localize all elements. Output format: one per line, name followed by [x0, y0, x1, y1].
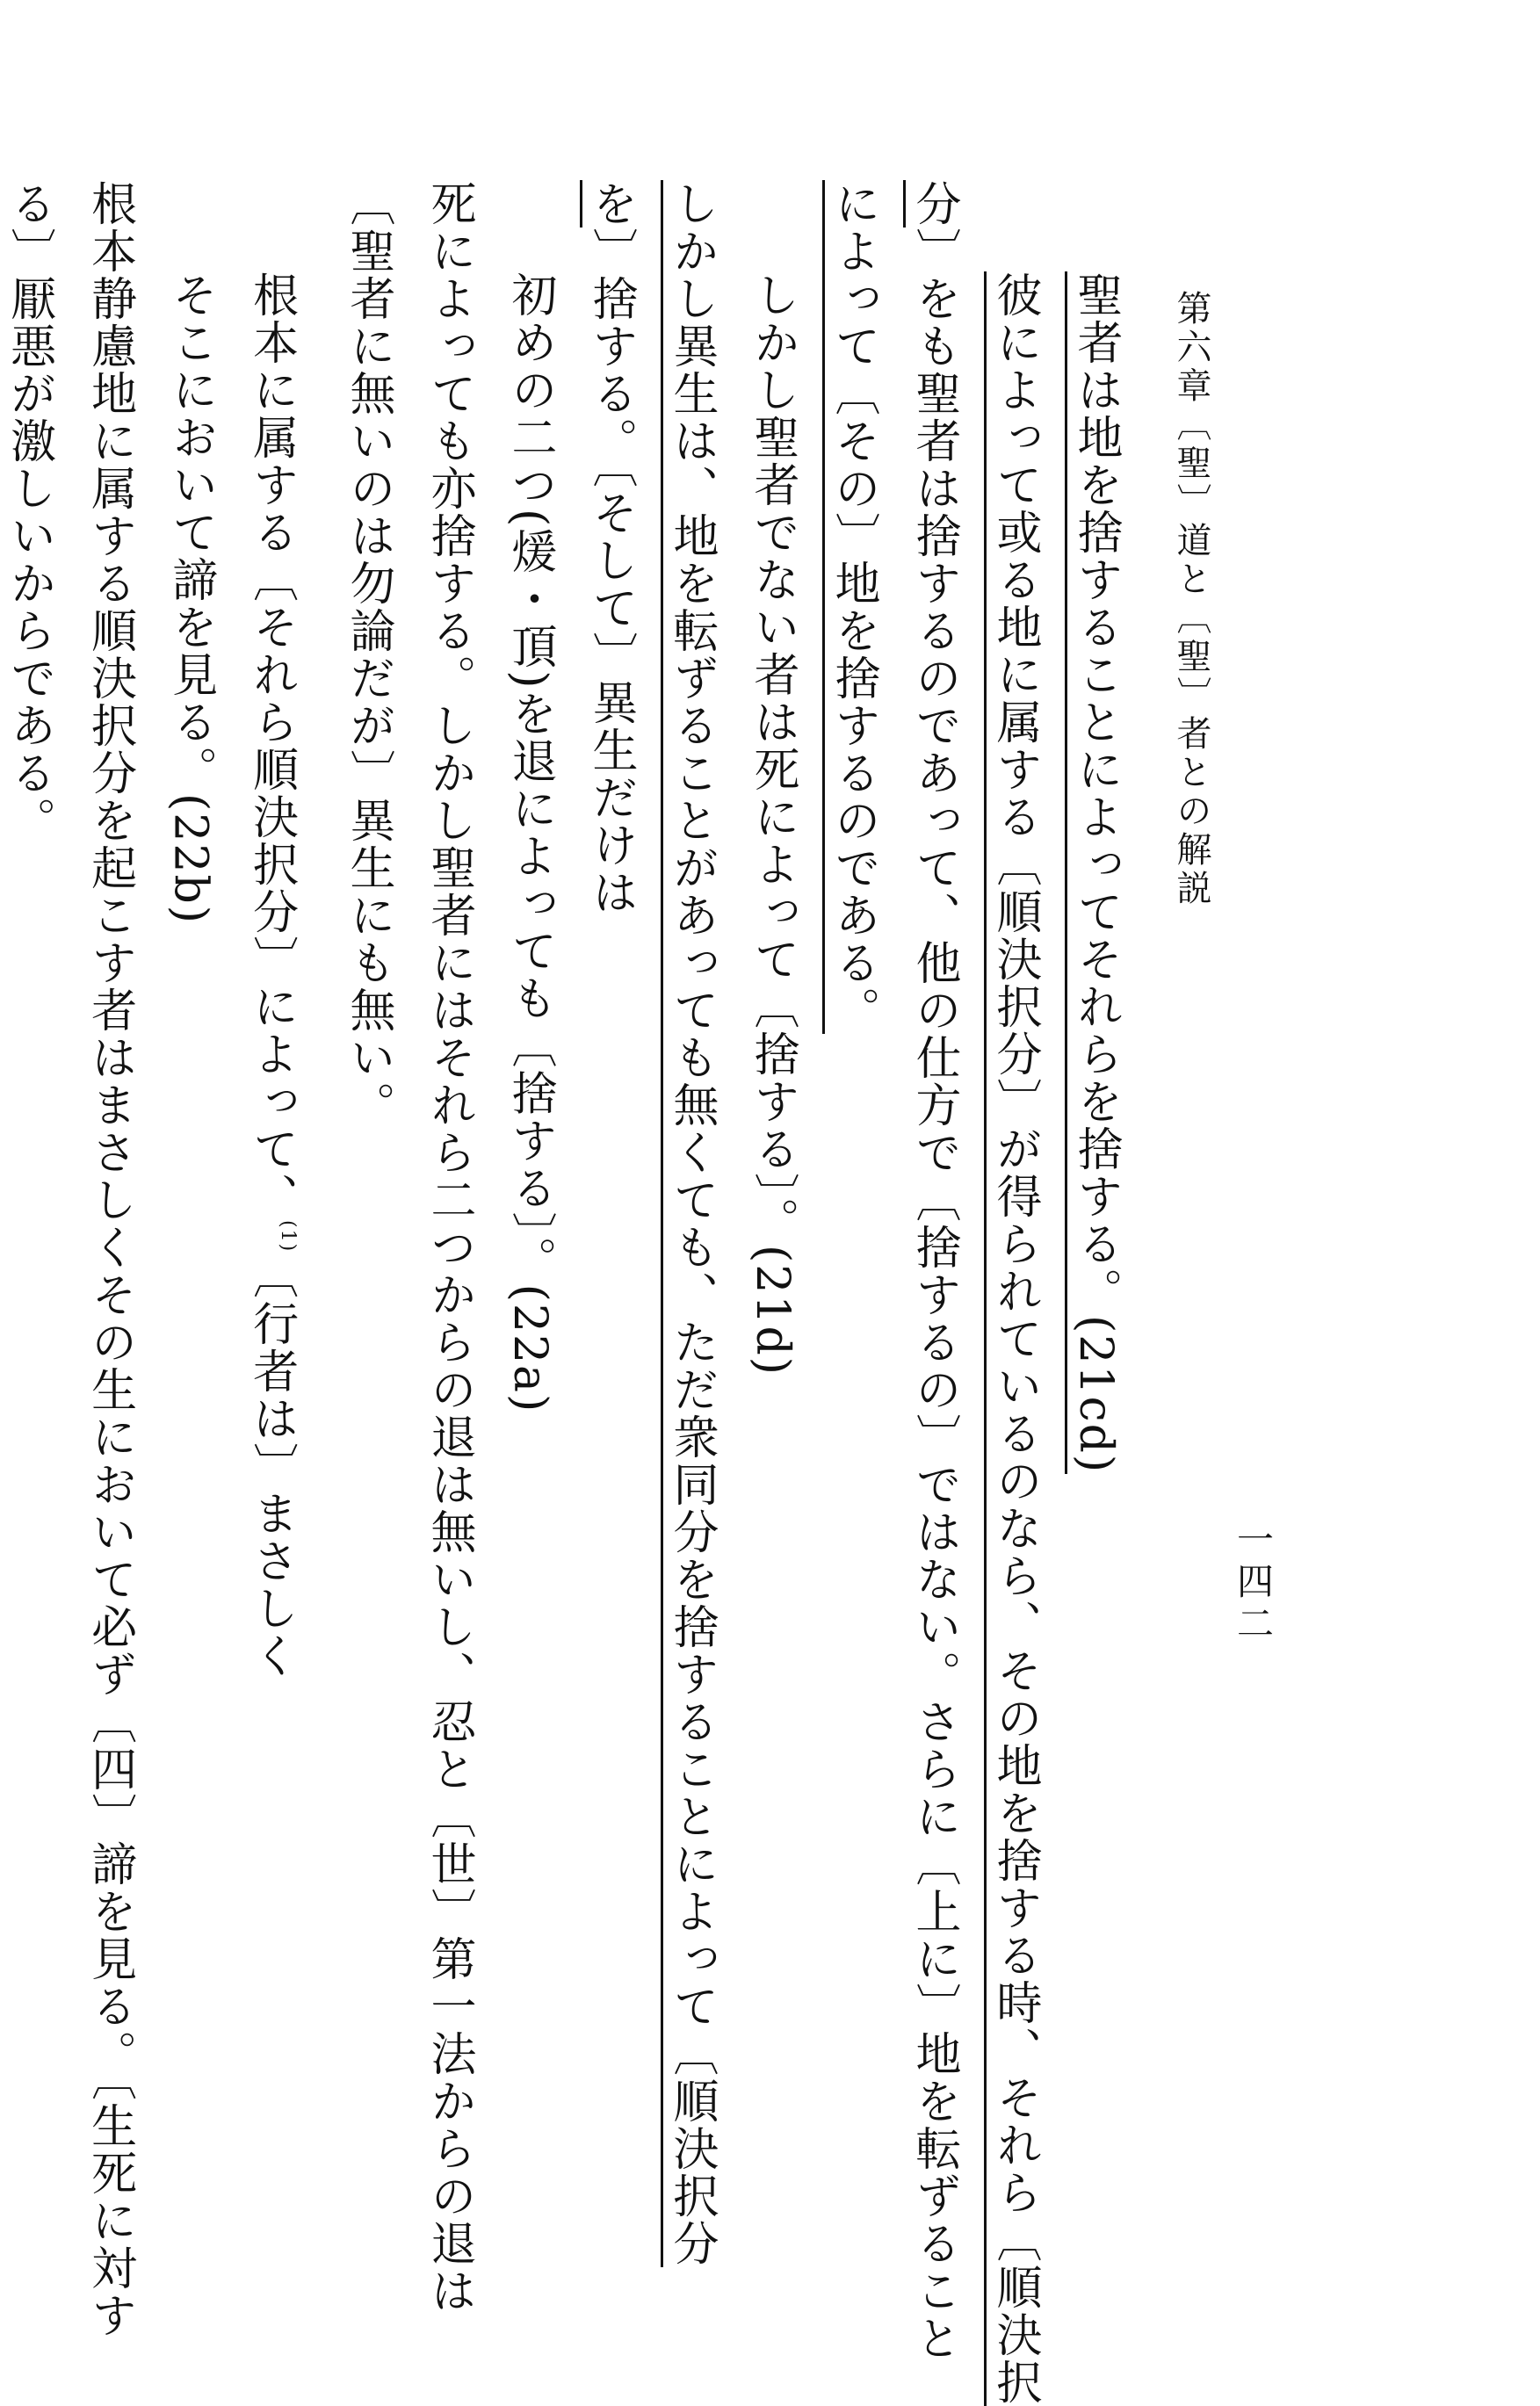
verse-text: 彼によって或る地に属する〔順決択分〕が得られているのなら、その地を捨する時、それら〔 — [984, 271, 1041, 2264]
verse-text: 順決択 — [984, 2264, 1041, 2406]
commentary-line — [893, 180, 974, 2362]
prose-text: 〔行者は〕まさしく — [244, 1253, 298, 1680]
verse-line-21d — [732, 180, 813, 2077]
verse-line-22a — [489, 180, 570, 2077]
prose-text: 〔聖者に無いのは勿論だが〕異生にも無い。 — [342, 180, 394, 1129]
verse-text: 分 — [903, 180, 960, 228]
page-number: 一四二 — [1232, 1520, 1275, 1646]
commentary-line — [570, 180, 651, 2077]
commentary-line — [69, 180, 150, 2339]
prose-text: 初めの二つ(煖・頂)を退によっても〔捨する〕。(22a) — [503, 271, 556, 1414]
prose-text: 〕捨する。〔そして〕異生だけは — [584, 228, 637, 916]
commentary-line — [813, 180, 893, 2077]
prose-text: 〕をも聖者は捨するのであって、他の仕方で〔捨するの〕ではない。さらに〔上に〕地を転ずること — [907, 228, 960, 2362]
verse-line-22b-part1 — [231, 180, 328, 2077]
commentary-line — [974, 180, 1055, 2406]
prose-text: そこにおいて諦を見る。(22b) — [163, 271, 217, 926]
prose-text: る〕厭悪が激しいからである。 — [2, 180, 55, 844]
footnote-marker: (1) — [277, 1220, 299, 1254]
running-header: 第六章〔聖〕道と〔聖〕者との解説 — [1171, 290, 1211, 908]
commentary-line — [0, 180, 69, 2077]
verse-text: を — [580, 180, 637, 228]
prose-text: 根本に属する〔それら順決択分〕によって、 — [244, 271, 298, 1220]
prose-text: しかし聖者でない者は死によって〔捨する〕。(21d) — [746, 271, 799, 1377]
prose-text: 根本静慮地に属する順決択分を起こす者はまさしくその生において必ず〔四〕諦を見る。〔生死に対す — [83, 180, 136, 2339]
commentary-line — [408, 180, 489, 2315]
commentary-line — [328, 180, 408, 2077]
verse-text: 順決択分 — [661, 2077, 718, 2267]
verse-text: 聖者は地を捨することによってそれらを捨する。(21cd) — [1065, 271, 1122, 1474]
prose-text: 死によっても亦捨する。しかし聖者にはそれら二つからの退は無いし、忍と〔世〕第一法からの退は — [423, 180, 475, 2315]
vertical-text-body — [0, 180, 1136, 2406]
verse-line-22b-part2 — [150, 180, 231, 2077]
verse-text: によって〔その〕地を捨するのである。 — [822, 180, 879, 1034]
verse-line-21cd — [1055, 180, 1136, 2077]
verse-text: しかし異生は、地を転ずることがあっても無くても、ただ衆同分を捨することによって〔 — [661, 180, 718, 2077]
commentary-line — [651, 180, 732, 2267]
